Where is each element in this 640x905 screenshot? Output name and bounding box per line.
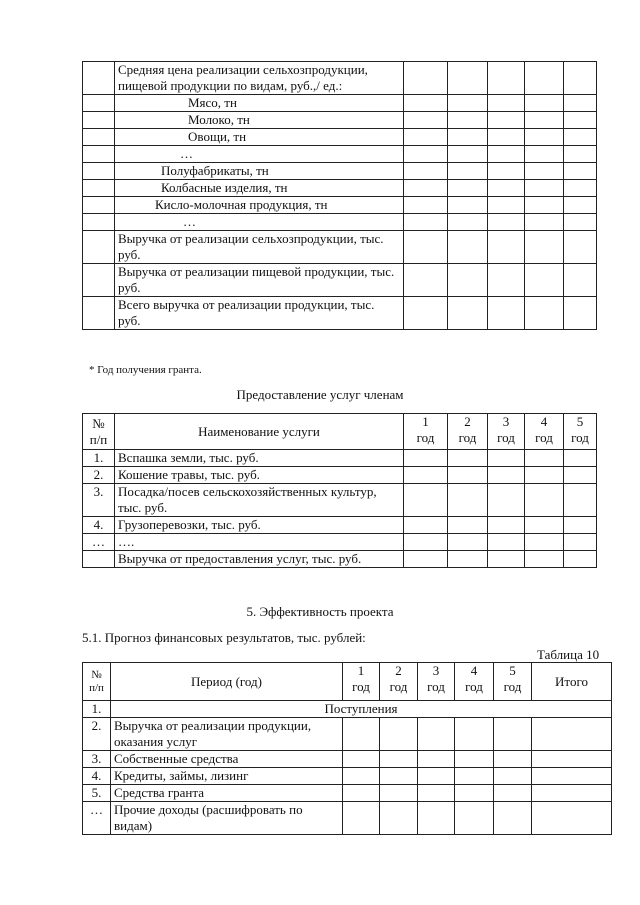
value-cell (564, 517, 597, 534)
table-row (83, 785, 612, 802)
row-label: Кисло-молочная продукция, тн (115, 197, 404, 214)
value-cell (525, 163, 564, 180)
table-row (83, 264, 597, 297)
value-cell (488, 534, 525, 551)
section-5-title: 5. Эффективность проекта (246, 604, 394, 619)
value-cell (448, 112, 488, 129)
row-number: … (83, 802, 111, 835)
value-cell (418, 718, 455, 751)
value-cell (448, 551, 488, 568)
year-header: 5 год (564, 414, 597, 450)
value-cell (404, 517, 448, 534)
service-label: Посадка/посев сельскохозяйственных культур, тыс. руб. (115, 484, 404, 517)
row-label: Мясо, тн (115, 95, 404, 112)
value-cell (448, 517, 488, 534)
value-cell (448, 467, 488, 484)
value-cell (404, 95, 448, 112)
value-cell (532, 718, 612, 751)
period-label: Выручка от реализации продукции, оказания услуг (111, 718, 343, 751)
row-number-cell (83, 129, 115, 146)
value-cell (525, 62, 564, 95)
table-row (83, 534, 597, 551)
service-name-header: Наименование услуги (115, 414, 404, 450)
table-row (83, 197, 597, 214)
value-cell (404, 112, 448, 129)
year-header: 2 год (380, 663, 418, 701)
value-cell (404, 467, 448, 484)
value-cell (448, 450, 488, 467)
value-cell (404, 551, 448, 568)
row-number: 1. (83, 701, 111, 718)
value-cell (455, 718, 494, 751)
value-cell (525, 95, 564, 112)
num-header: № п/п (83, 663, 111, 701)
value-cell (488, 484, 525, 517)
period-label: Прочие доходы (расшифровать по видам) (111, 802, 343, 835)
period-label: Собственные средства (111, 751, 343, 768)
table-row (83, 95, 597, 112)
value-cell (448, 62, 488, 95)
value-cell (532, 751, 612, 768)
value-cell (494, 751, 532, 768)
value-cell (380, 718, 418, 751)
value-cell (404, 534, 448, 551)
value-cell (564, 450, 597, 467)
value-cell (448, 264, 488, 297)
row-number-cell (83, 62, 115, 95)
value-cell (488, 450, 525, 467)
year-header: 1 год (343, 663, 380, 701)
value-cell (564, 62, 597, 95)
table-row (83, 484, 597, 517)
value-cell (448, 163, 488, 180)
value-cell (343, 718, 380, 751)
row-label: Выручка от реализации пищевой продукции, тыс. руб. (115, 264, 404, 297)
value-cell (488, 163, 525, 180)
value-cell (380, 802, 418, 835)
section-label: Поступления (111, 701, 612, 718)
table-row (83, 751, 612, 768)
value-cell (494, 802, 532, 835)
row-number-cell (83, 95, 115, 112)
value-cell (488, 146, 525, 163)
value-cell (455, 802, 494, 835)
value-cell (564, 484, 597, 517)
value-cell (525, 197, 564, 214)
table-row (83, 768, 612, 785)
value-cell (532, 802, 612, 835)
value-cell (525, 450, 564, 467)
year-header: 4 год (525, 414, 564, 450)
value-cell (448, 484, 488, 517)
value-cell (343, 785, 380, 802)
value-cell (525, 297, 564, 330)
row-number-cell (83, 163, 115, 180)
value-cell (525, 517, 564, 534)
value-cell (448, 146, 488, 163)
table-row (83, 62, 597, 95)
table-row (83, 802, 612, 835)
table-row (83, 231, 597, 264)
year-header: 5 год (494, 663, 532, 701)
value-cell (525, 231, 564, 264)
value-cell (488, 264, 525, 297)
row-number-cell (83, 264, 115, 297)
row-number: 5. (83, 785, 111, 802)
value-cell (564, 163, 597, 180)
value-cell (488, 517, 525, 534)
value-cell (404, 146, 448, 163)
value-cell (404, 180, 448, 197)
row-number-cell (83, 214, 115, 231)
value-cell (448, 180, 488, 197)
row-number-cell (83, 180, 115, 197)
value-cell (404, 450, 448, 467)
row-label: Овощи, тн (115, 129, 404, 146)
value-cell (488, 197, 525, 214)
services-table (82, 413, 597, 568)
period-label: Кредиты, займы, лизинг (111, 768, 343, 785)
value-cell (404, 197, 448, 214)
value-cell (525, 534, 564, 551)
value-cell (404, 214, 448, 231)
value-cell (564, 231, 597, 264)
value-cell (494, 785, 532, 802)
row-number: 4. (83, 517, 115, 534)
value-cell (564, 297, 597, 330)
value-cell (488, 95, 525, 112)
period-header: Период (год) (111, 663, 343, 701)
value-cell (564, 180, 597, 197)
value-cell (564, 467, 597, 484)
value-cell (494, 718, 532, 751)
year-header: 3 год (418, 663, 455, 701)
table-row (83, 551, 597, 568)
service-label: Кошение травы, тыс. руб. (115, 467, 404, 484)
row-label: Колбасные изделия, тн (115, 180, 404, 197)
value-cell (448, 214, 488, 231)
row-number: 2. (83, 467, 115, 484)
row-label: … (115, 214, 404, 231)
value-cell (564, 129, 597, 146)
value-cell (525, 551, 564, 568)
table-row (83, 297, 597, 330)
row-number: 4. (83, 768, 111, 785)
value-cell (488, 467, 525, 484)
value-cell (343, 751, 380, 768)
value-cell (448, 231, 488, 264)
value-cell (525, 112, 564, 129)
row-number-cell (83, 146, 115, 163)
value-cell (448, 129, 488, 146)
value-cell (488, 297, 525, 330)
row-number-cell (83, 197, 115, 214)
value-cell (380, 751, 418, 768)
table-row (83, 112, 597, 129)
table-row (83, 450, 597, 467)
value-cell (404, 62, 448, 95)
value-cell (488, 62, 525, 95)
value-cell (525, 214, 564, 231)
value-cell (488, 129, 525, 146)
value-cell (564, 264, 597, 297)
row-number-cell (83, 231, 115, 264)
table-row (83, 467, 597, 484)
row-label: Средняя цена реализации сельхозпродукции, пищевой продукции по видам, руб.,/ ед.: (115, 62, 404, 95)
value-cell (564, 146, 597, 163)
table-row (83, 180, 597, 197)
row-label: Полуфабрикаты, тн (115, 163, 404, 180)
value-cell (404, 264, 448, 297)
value-cell (404, 231, 448, 264)
table-row (83, 146, 597, 163)
value-cell (532, 768, 612, 785)
row-number-cell (83, 297, 115, 330)
footnote: * Год получения гранта. (89, 364, 202, 376)
value-cell (404, 129, 448, 146)
value-cell (418, 751, 455, 768)
services-section-title: Предоставление услуг членам (236, 387, 404, 402)
value-cell (564, 112, 597, 129)
row-label: … (115, 146, 404, 163)
row-number: 3. (83, 751, 111, 768)
value-cell (404, 484, 448, 517)
value-cell (494, 768, 532, 785)
value-cell (564, 551, 597, 568)
value-cell (525, 484, 564, 517)
year-header: 1 год (404, 414, 448, 450)
value-cell (448, 534, 488, 551)
value-cell (418, 768, 455, 785)
year-header: 4 год (455, 663, 494, 701)
value-cell (564, 534, 597, 551)
value-cell (488, 112, 525, 129)
value-cell (564, 214, 597, 231)
financial-forecast-table (82, 662, 612, 835)
value-cell (488, 180, 525, 197)
value-cell (488, 551, 525, 568)
row-number: 3. (83, 484, 115, 517)
table-row (83, 214, 597, 231)
total-header: Итого (532, 663, 612, 701)
value-cell (525, 146, 564, 163)
service-label: Грузоперевозки, тыс. руб. (115, 517, 404, 534)
service-label: …. (115, 534, 404, 551)
value-cell (404, 163, 448, 180)
period-label: Средства гранта (111, 785, 343, 802)
row-number: … (83, 534, 115, 551)
value-cell (448, 297, 488, 330)
value-cell (448, 95, 488, 112)
value-cell (455, 768, 494, 785)
value-cell (404, 297, 448, 330)
value-cell (380, 785, 418, 802)
value-cell (418, 802, 455, 835)
value-cell (488, 214, 525, 231)
value-cell (448, 197, 488, 214)
table-caption: Таблица 10 (537, 647, 600, 662)
row-label: Всего выручка от реализации продукции, тыс. руб. (115, 297, 404, 330)
value-cell (532, 785, 612, 802)
table-row (83, 129, 597, 146)
value-cell (343, 768, 380, 785)
value-cell (525, 180, 564, 197)
row-number: 1. (83, 450, 115, 467)
year-header: 2 год (448, 414, 488, 450)
value-cell (525, 467, 564, 484)
value-cell (455, 751, 494, 768)
sales-price-table (82, 61, 597, 330)
num-header: № п/п (83, 414, 115, 450)
service-label: Выручка от предоставления услуг, тыс. руб. (115, 551, 404, 568)
value-cell (525, 129, 564, 146)
table-row (83, 163, 597, 180)
table-row (83, 718, 612, 751)
value-cell (488, 231, 525, 264)
service-label: Вспашка земли, тыс. руб. (115, 450, 404, 467)
row-number: 2. (83, 718, 111, 751)
table-row (83, 517, 597, 534)
value-cell (418, 785, 455, 802)
row-number (83, 551, 115, 568)
table-row (83, 701, 612, 718)
row-label: Молоко, тн (115, 112, 404, 129)
section-5-1-title: 5.1. Прогноз финансовых результатов, тыс. рублей: (82, 630, 366, 645)
value-cell (343, 802, 380, 835)
year-header: 3 год (488, 414, 525, 450)
row-label: Выручка от реализации сельхозпродукции, тыс. руб. (115, 231, 404, 264)
value-cell (564, 95, 597, 112)
value-cell (455, 785, 494, 802)
row-number-cell (83, 112, 115, 129)
value-cell (380, 768, 418, 785)
value-cell (564, 197, 597, 214)
value-cell (525, 264, 564, 297)
